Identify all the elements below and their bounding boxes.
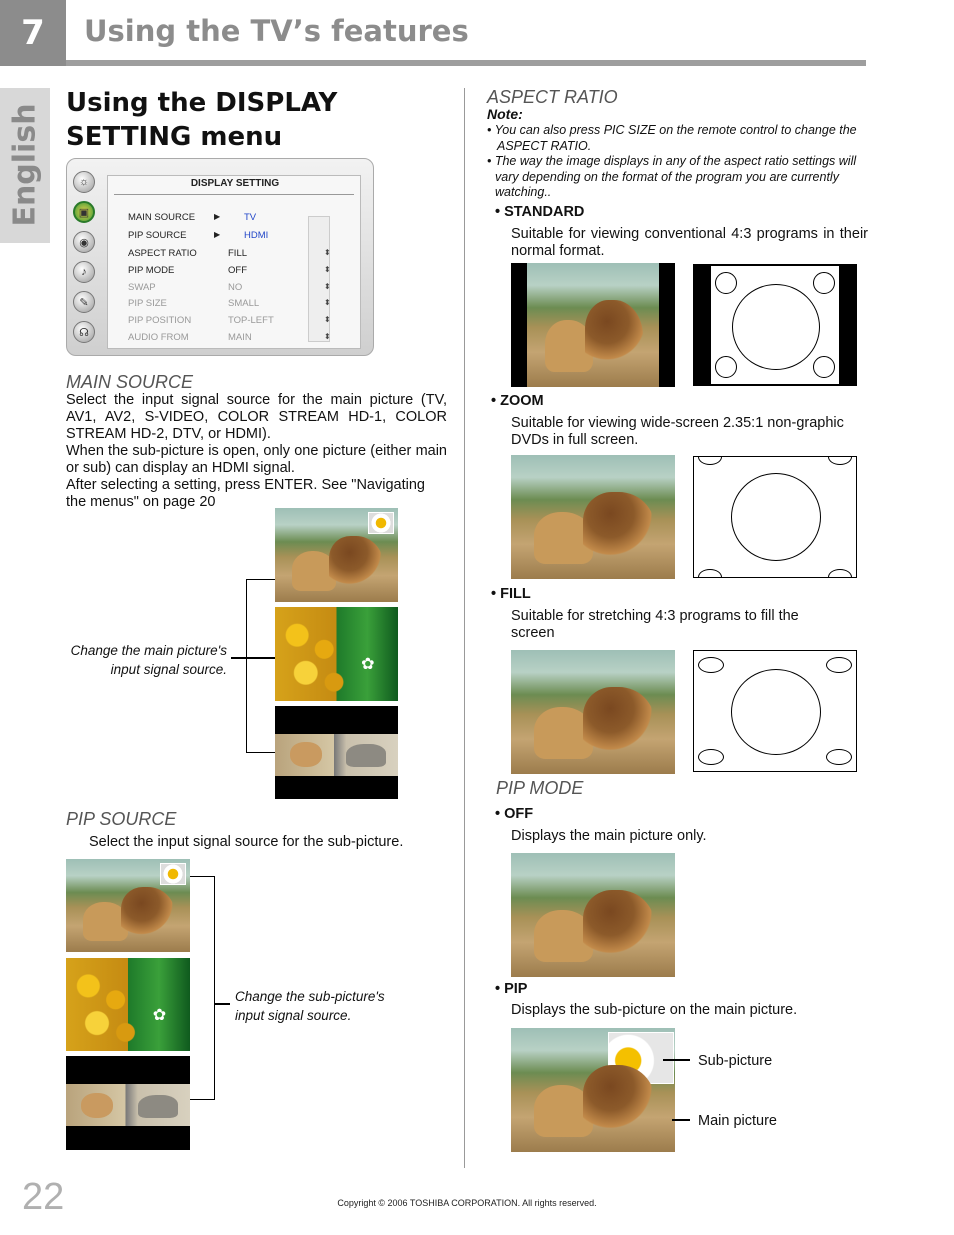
zoom-image bbox=[511, 455, 675, 579]
corner-circle bbox=[828, 569, 852, 578]
up-down-arrow-icon: ⬍ bbox=[324, 265, 331, 274]
main-source-body bbox=[66, 392, 447, 511]
osd-row-value: SMALL bbox=[228, 298, 260, 309]
osd-row-value: MAIN bbox=[228, 332, 252, 343]
corner-circle bbox=[715, 356, 737, 378]
osd-row-value: TOP-LEFT bbox=[228, 315, 274, 326]
sub-picture-label: Sub-picture bbox=[698, 1053, 773, 1069]
pip-source-heading: PIP SOURCE bbox=[66, 809, 177, 829]
pip-source-image-animals bbox=[66, 1056, 190, 1150]
corner-circle bbox=[813, 272, 835, 294]
zoom-label: • ZOOM bbox=[491, 393, 544, 409]
osd-panel bbox=[107, 175, 361, 349]
note-item: • You can also press PIC SIZE on the remote control to change the bbox=[487, 123, 857, 137]
main-source-image-lion bbox=[275, 508, 398, 602]
osd-row-label: SWAP bbox=[128, 282, 156, 293]
column-divider bbox=[464, 88, 465, 1168]
osd-row-value: FILL bbox=[228, 248, 248, 259]
main-source-paragraph: After selecting a setting, press ENTER. See "Navigating the menus" on page 20 bbox=[66, 477, 425, 510]
standard-text: Suitable for viewing conventional 4:3 programs in their normal format. bbox=[511, 226, 868, 259]
page-number: 22 bbox=[22, 1176, 65, 1218]
note-item-cont: vary depending on the format of the program you are currently bbox=[495, 169, 839, 184]
pip-off-text: Displays the main picture only. bbox=[511, 828, 707, 844]
pip-source-bracket bbox=[190, 876, 215, 1100]
standard-diagram bbox=[693, 264, 857, 386]
osd-row-pip-source bbox=[128, 230, 348, 246]
up-down-arrow-icon: ⬍ bbox=[324, 248, 331, 257]
pip-off-image bbox=[511, 853, 675, 977]
zoom-text: Suitable for viewing wide-screen 2.35:1 non-graphic DVDs in full screen. bbox=[511, 415, 844, 448]
main-source-paragraph: Select the input signal source for the main picture (TV, AV1, AV2, S-VIDEO, COLOR STREAM HD-1, COLOR STREAM HD-2, DTV, or HDMI). bbox=[66, 392, 447, 442]
corner-circle bbox=[698, 456, 722, 465]
language-tab-label: English bbox=[7, 103, 43, 227]
osd-row-label: PIP SIZE bbox=[128, 298, 167, 309]
aspect-ratio-heading: ASPECT RATIO bbox=[487, 87, 618, 107]
sub-picture-inset bbox=[368, 512, 394, 534]
setup-icon: ✎ bbox=[73, 291, 95, 313]
osd-row-label: PIP MODE bbox=[128, 265, 175, 276]
main-source-image-tulips bbox=[275, 607, 398, 701]
camera-icon: ◉ bbox=[73, 231, 95, 253]
pip-source-image-lion bbox=[66, 859, 190, 952]
osd-row-pip-position bbox=[128, 315, 348, 331]
osd-row-main-source bbox=[128, 212, 348, 228]
chapter-number: 7 bbox=[0, 0, 66, 66]
osd-icon-column bbox=[73, 171, 101, 351]
center-circle bbox=[732, 284, 820, 370]
pip-on-image bbox=[511, 1028, 675, 1152]
pip-source-image-tulips bbox=[66, 958, 190, 1051]
note-label: Note: bbox=[487, 106, 523, 122]
osd-row-value: HDMI bbox=[244, 230, 269, 241]
standard-image-content bbox=[527, 263, 659, 387]
caption-line: Change the sub-picture's bbox=[235, 989, 385, 1004]
sub-picture-pointer bbox=[663, 1059, 690, 1061]
standard-diagram-screen bbox=[710, 265, 840, 385]
osd-row-value: TV bbox=[244, 212, 257, 223]
up-down-arrow-icon: ⬍ bbox=[324, 332, 331, 341]
display-setting-menu-screenshot bbox=[66, 158, 374, 356]
page-title: Using the DISPLAY SETTING menu bbox=[66, 88, 338, 152]
corner-circle bbox=[813, 356, 835, 378]
fill-diagram bbox=[693, 650, 857, 772]
lock-icon: ☊ bbox=[73, 321, 95, 343]
osd-row-label: ASPECT RATIO bbox=[128, 248, 197, 259]
main-picture-label: Main picture bbox=[698, 1113, 777, 1129]
fill-image bbox=[511, 650, 675, 774]
pip-source-pointer-line bbox=[215, 1003, 230, 1005]
caption-line: input signal source. bbox=[110, 662, 227, 677]
up-down-arrow-icon: ⬍ bbox=[324, 298, 331, 307]
corner-circle bbox=[826, 749, 852, 765]
main-source-caption bbox=[40, 641, 227, 679]
osd-row-label: PIP POSITION bbox=[128, 315, 192, 326]
corner-circle bbox=[828, 456, 852, 465]
corner-circle bbox=[698, 569, 722, 578]
corner-circle bbox=[715, 272, 737, 294]
main-source-heading: MAIN SOURCE bbox=[66, 372, 194, 392]
note-item-cont: ASPECT RATIO. bbox=[497, 138, 592, 153]
osd-row-value: OFF bbox=[228, 265, 247, 276]
corner-circle bbox=[698, 749, 724, 765]
pip-source-body: Select the input signal source for the sub-picture. bbox=[89, 834, 404, 850]
note-item-cont: watching.. bbox=[495, 185, 552, 199]
main-picture-pointer bbox=[672, 1119, 690, 1121]
caption-line: input signal source. bbox=[235, 1008, 352, 1023]
main-source-pointer-line bbox=[231, 657, 275, 659]
sub-picture-inset bbox=[608, 1032, 674, 1084]
pip-mode-heading: PIP MODE bbox=[496, 778, 584, 798]
display-setting-icon: ▣ bbox=[73, 201, 95, 223]
zoom-diagram bbox=[693, 456, 857, 578]
chapter-title: Using the TV’s features bbox=[84, 14, 469, 48]
osd-row-audio-from bbox=[128, 332, 348, 348]
fill-label: • FILL bbox=[491, 586, 531, 602]
note-list bbox=[487, 123, 872, 201]
pip-off-label: • OFF bbox=[495, 806, 534, 822]
osd-row-value: NO bbox=[228, 282, 243, 293]
osd-title: DISPLAY SETTING bbox=[190, 178, 280, 189]
corner-circle bbox=[698, 657, 724, 673]
osd-row-label: MAIN SOURCE bbox=[128, 212, 196, 223]
osd-row-label: PIP SOURCE bbox=[128, 230, 187, 241]
corner-circle bbox=[826, 657, 852, 673]
osd-row-swap bbox=[128, 282, 348, 298]
center-circle bbox=[731, 669, 821, 755]
audio-icon: ♪ bbox=[73, 261, 95, 283]
main-source-image-animals bbox=[275, 706, 398, 799]
header-rule bbox=[66, 60, 866, 66]
copyright: Copyright © 2006 TOSHIBA CORPORATION. All rights reserved. bbox=[337, 1198, 597, 1208]
osd-row-pip-mode bbox=[128, 265, 348, 281]
arrow-right-icon: ▶ bbox=[214, 230, 221, 239]
arrow-right-icon: ▶ bbox=[214, 212, 221, 221]
note-item: • The way the image displays in any of the aspect ratio settings will bbox=[487, 154, 857, 168]
osd-row-aspect-ratio bbox=[128, 248, 348, 264]
center-circle bbox=[731, 473, 821, 561]
standard-label: • STANDARD bbox=[495, 204, 585, 220]
pip-on-text: Displays the sub-picture on the main picture. bbox=[511, 1002, 798, 1018]
picture-icon: ☼ bbox=[73, 171, 95, 193]
osd-row-pip-size bbox=[128, 298, 348, 314]
main-source-bracket bbox=[246, 579, 275, 753]
sub-picture-inset bbox=[160, 863, 186, 885]
up-down-arrow-icon: ⬍ bbox=[324, 315, 331, 324]
osd-row-label: AUDIO FROM bbox=[128, 332, 189, 343]
pip-source-caption bbox=[235, 987, 435, 1025]
osd-divider bbox=[114, 194, 354, 195]
fill-text: Suitable for stretching 4:3 programs to fill the screen bbox=[511, 608, 799, 641]
standard-image bbox=[511, 263, 675, 387]
caption-line: Change the main picture's bbox=[70, 643, 227, 658]
up-down-arrow-icon: ⬍ bbox=[324, 282, 331, 291]
main-source-paragraph: When the sub-picture is open, only one picture (either main or sub) can display an HDMI signal. bbox=[66, 443, 447, 476]
pip-on-label: • PIP bbox=[495, 981, 528, 997]
